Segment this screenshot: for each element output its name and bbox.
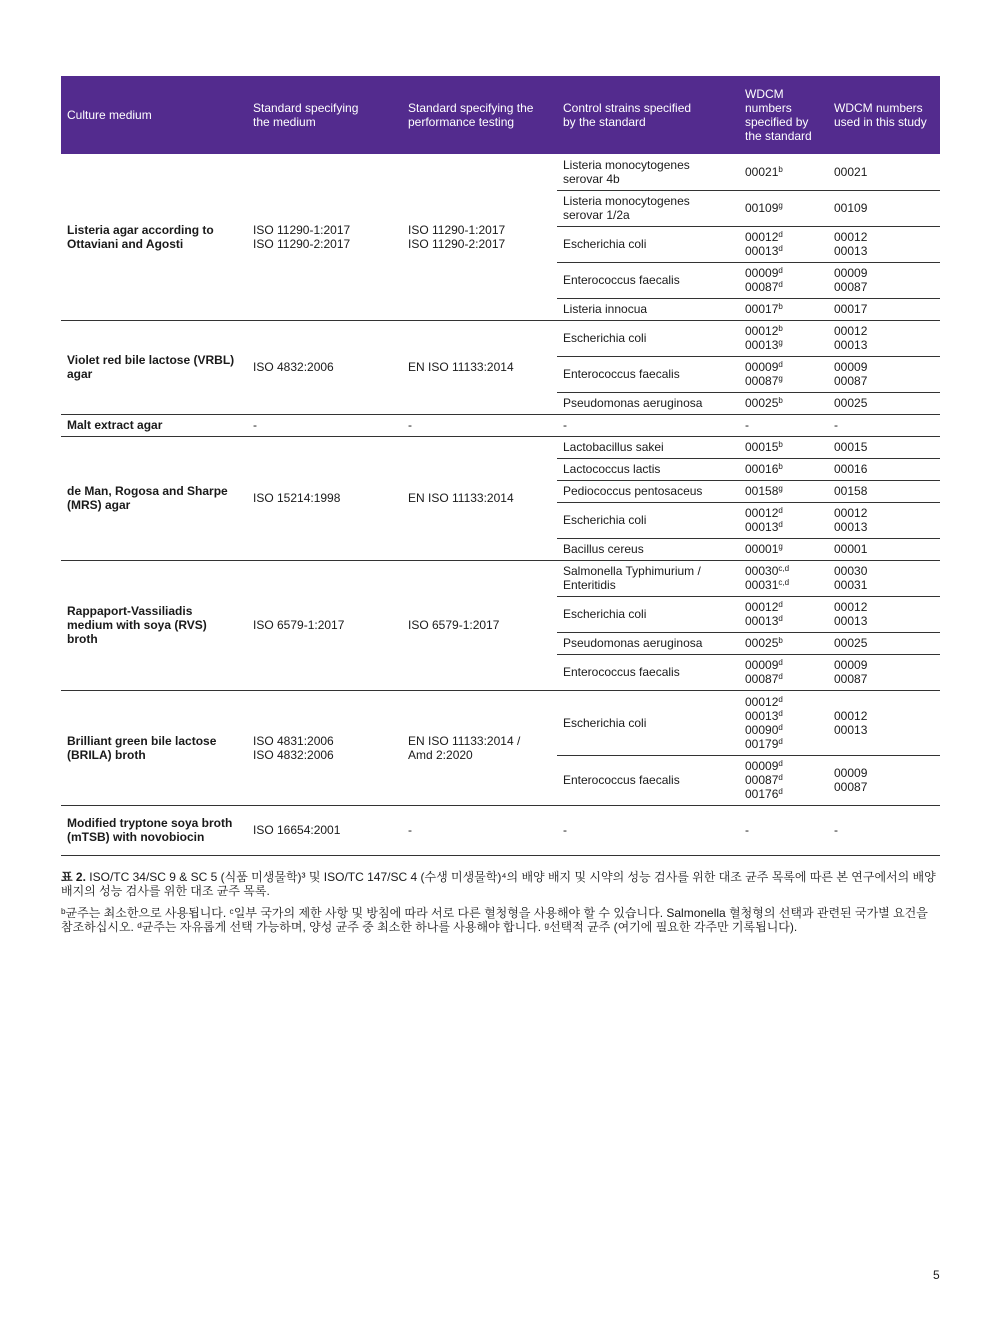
table-row (61, 414, 940, 436)
wdcm-specified-cell (739, 414, 828, 436)
footnote-marker: d (778, 520, 783, 529)
wdcm-used-cell: 00025 (828, 632, 940, 654)
wdcm-number-value: 00158 (745, 484, 779, 498)
footnote-marker: b (778, 636, 783, 645)
footnote-marker: d (778, 600, 783, 609)
wdcm-used-cell: 00009 00087 (834, 766, 868, 794)
control-strain-cell: Salmonella Typhimurium / Enteritidis (557, 560, 739, 596)
wdcm-used-cell: - (828, 805, 940, 855)
footnote-marker: g (778, 374, 783, 383)
footnote-marker: b (778, 440, 783, 449)
wdcm-number-value: 00015 (745, 440, 779, 454)
standard-medium-cell: ISO 6579-1:2017 (247, 560, 402, 690)
table-body (61, 154, 940, 855)
wdcm-specified-cell (739, 298, 828, 320)
control-strains-table (61, 76, 940, 856)
wdcm-number-value: 00013 (745, 520, 779, 534)
standard-performance-cell: ISO 11290-1:2017 ISO 11290-2:2017 (408, 222, 506, 251)
culture-medium-cell: de Man, Rogosa and Sharpe (MRS) agar (61, 436, 247, 560)
wdcm-specified-cell (739, 560, 828, 596)
wdcm-number-value: 00013 (745, 614, 779, 628)
footnote-marker: b (778, 462, 783, 471)
control-strain-cell: - (557, 414, 739, 436)
wdcm-specified-cell (739, 226, 828, 262)
wdcm-number-value: - (745, 823, 749, 837)
wdcm-used-cell: 00009 00087 (828, 262, 940, 298)
footnote-marker: d (778, 658, 783, 667)
control-strain-cell: Lactococcus lactis (557, 458, 739, 480)
wdcm-number-value: 00012 (745, 600, 779, 614)
wdcm-number (745, 600, 822, 614)
standard-medium-cell: ISO 4831:2006 ISO 4832:2006 (247, 690, 402, 805)
culture-medium-cell: Modified tryptone soya broth (mTSB) with novobiocin (61, 805, 247, 855)
footnote-marker: d (778, 506, 783, 515)
control-strain-cell: Escherichia coli (557, 596, 739, 632)
wdcm-number-value: 00009 (745, 759, 779, 773)
wdcm-number-value: 00013 (745, 244, 779, 258)
wdcm-number (745, 280, 822, 294)
wdcm-number (745, 324, 822, 338)
wdcm-used-cell: 00015 (828, 436, 940, 458)
wdcm-number-value: 00012 (745, 694, 779, 709)
wdcm-used-cell: 00012 00013 (828, 226, 940, 262)
standard-medium-cell: ISO 16654:2001 (247, 805, 402, 855)
wdcm-used-cell: 00009 00087 (828, 356, 940, 392)
wdcm-number (745, 787, 822, 801)
footnote-marker: b (778, 396, 783, 405)
wdcm-number (745, 266, 822, 280)
footnote-marker: d (778, 694, 783, 704)
culture-medium-cell: Malt extract agar (61, 414, 247, 436)
wdcm-number (745, 542, 822, 556)
wdcm-specified-cell (739, 502, 828, 538)
footnote-marker: c,d (778, 564, 790, 573)
wdcm-number (745, 418, 822, 432)
wdcm-number-value: 00030 (745, 564, 779, 578)
wdcm-number-value: 00009 (745, 266, 779, 280)
footnote-marker: b (778, 302, 783, 311)
wdcm-number (745, 374, 822, 388)
wdcm-used-cell: 00109 (828, 190, 940, 226)
wdcm-number-value: 00090 (745, 722, 779, 737)
wdcm-number-value: 00179 (745, 736, 779, 751)
standard-performance-cell: EN ISO 11133:2014 (402, 320, 557, 414)
wdcm-number-value: 00087 (745, 672, 779, 686)
control-strain-cell: Enterococcus faecalis (563, 773, 680, 787)
header-wdcm-specified: WDCM numbers specified by the standard (739, 76, 828, 154)
wdcm-number (745, 723, 822, 737)
wdcm-number (745, 773, 822, 787)
wdcm-number-value: 00012 (745, 506, 779, 520)
standard-performance-cell: - (402, 805, 557, 855)
footnote-marker: d (778, 722, 783, 732)
footnote-marker: g (778, 201, 783, 210)
table-row (61, 436, 940, 458)
wdcm-specified-cell (739, 632, 828, 654)
wdcm-specified-cell (739, 755, 828, 805)
footnote-marker: d (778, 736, 783, 746)
wdcm-number-value: 00012 (745, 324, 779, 338)
wdcm-number (745, 578, 822, 592)
header-standard-medium: Standard specifying the medium (247, 76, 402, 154)
culture-medium-cell: Rappaport-Vassiliadis medium with soya (RVS) broth (61, 560, 247, 690)
footnote-marker: d (778, 773, 783, 782)
wdcm-number (745, 201, 822, 215)
wdcm-number (745, 462, 822, 476)
footnote-marker: d (778, 759, 783, 768)
standard-performance-cell: EN ISO 11133:2014 / Amd 2:2020 (402, 690, 557, 805)
footnote-marker: g (778, 542, 783, 551)
wdcm-number (745, 440, 822, 454)
wdcm-number-value: 00025 (745, 636, 779, 650)
wdcm-used-cell: 00001 (834, 542, 868, 556)
wdcm-number-value: 00087 (745, 280, 779, 294)
control-strain-cell: Pseudomonas aeruginosa (557, 632, 739, 654)
wdcm-specified-cell (739, 356, 828, 392)
wdcm-specified-cell (739, 262, 828, 298)
culture-medium-cell: Violet red bile lactose (VRBL) agar (61, 320, 247, 414)
wdcm-specified-cell (739, 320, 828, 356)
wdcm-specified-cell (739, 538, 828, 560)
control-strain-cell: Listeria monocytogenes serovar 4b (557, 154, 739, 190)
control-strain-cell: - (557, 805, 739, 855)
wdcm-number-value: - (745, 418, 749, 432)
wdcm-number-value: 00087 (745, 374, 779, 388)
footnote-marker: c,d (778, 578, 790, 587)
culture-medium-cell: Listeria agar according to Ottaviani and Agosti (67, 222, 214, 251)
wdcm-number (745, 165, 822, 179)
wdcm-used-cell: 00021 (828, 154, 940, 190)
wdcm-number-value: 00013 (745, 338, 779, 352)
wdcm-number (745, 759, 822, 773)
control-strain-cell: Bacillus cereus (563, 542, 644, 556)
wdcm-used-cell: 00012 00013 (828, 596, 940, 632)
wdcm-used-cell: - (828, 414, 940, 436)
wdcm-specified-cell (739, 154, 828, 190)
wdcm-specified-cell (739, 805, 828, 855)
standard-medium-cell: ISO 4832:2006 (247, 320, 402, 414)
wdcm-number-value: 00017 (745, 302, 779, 316)
footnote-marker: d (778, 244, 783, 253)
standard-performance-cell: ISO 6579-1:2017 (402, 560, 557, 690)
control-strain-cell: Enterococcus faecalis (557, 356, 739, 392)
wdcm-number (745, 823, 822, 837)
wdcm-used-cell: 00016 (828, 458, 940, 480)
wdcm-number-value: 00009 (745, 360, 779, 374)
header-wdcm-used: WDCM numbers used in this study (828, 76, 940, 154)
wdcm-number-value: 00016 (745, 462, 779, 476)
wdcm-specified-cell (739, 596, 828, 632)
standard-medium-cell: - (247, 414, 402, 436)
wdcm-number (745, 614, 822, 628)
wdcm-number-value: 00013 (745, 708, 779, 723)
table-row (61, 154, 940, 190)
wdcm-used-cell: 00009 00087 (834, 658, 868, 686)
wdcm-used-cell: 00012 00013 (828, 690, 940, 755)
caption-label: 표 2. (61, 870, 86, 884)
footnote-marker: d (778, 360, 783, 369)
standard-medium-cell: ISO 15214:1998 (247, 436, 402, 560)
caption-main (61, 870, 940, 898)
header-culture-medium: Culture medium (61, 76, 247, 154)
footnote-marker: d (778, 708, 783, 718)
wdcm-number (745, 695, 822, 709)
wdcm-number-value: 00176 (745, 787, 779, 801)
control-strain-cell: Enterococcus faecalis (557, 262, 739, 298)
table-header (61, 76, 940, 154)
wdcm-number (745, 230, 822, 244)
table-row (61, 560, 940, 596)
wdcm-number (745, 636, 822, 650)
wdcm-specified-cell (739, 436, 828, 458)
wdcm-number-value: 00025 (745, 396, 779, 410)
wdcm-number (745, 658, 822, 672)
table-caption (61, 870, 940, 942)
wdcm-specified-cell (739, 458, 828, 480)
footnote-marker: g (778, 338, 783, 347)
wdcm-number (745, 338, 822, 352)
wdcm-used-cell: 00017 (834, 302, 868, 316)
wdcm-used-cell: 00030 00031 (828, 560, 940, 596)
wdcm-number (745, 244, 822, 258)
wdcm-number (745, 709, 822, 723)
page-number: 5 (933, 1268, 940, 1282)
table-row (61, 690, 940, 755)
wdcm-used-cell: 00012 00013 (828, 320, 940, 356)
wdcm-number (745, 672, 822, 686)
wdcm-number (745, 302, 822, 316)
wdcm-number (745, 737, 822, 751)
wdcm-specified-cell (739, 480, 828, 502)
wdcm-specified-cell (739, 654, 828, 690)
standard-performance-cell: EN ISO 11133:2014 (402, 436, 557, 560)
control-strain-cell: Enterococcus faecalis (563, 665, 680, 679)
table-row (61, 805, 940, 855)
wdcm-specified-cell (739, 690, 828, 755)
culture-medium-cell: Brilliant green bile lactose (BRILA) broth (61, 690, 247, 805)
wdcm-used-cell: 00025 (834, 396, 868, 410)
wdcm-number (745, 520, 822, 534)
wdcm-specified-cell (739, 190, 828, 226)
footnote-marker: b (778, 164, 783, 174)
control-strain-cell: Listeria monocytogenes serovar 1/2a (557, 190, 739, 226)
wdcm-number-value: 00021 (745, 164, 779, 179)
table-container (61, 76, 940, 856)
footnote-marker: d (778, 787, 783, 796)
caption-footnotes: ᵇ균주는 최소한으로 사용됩니다. ᶜ일부 국가의 제한 사항 및 방침에 따라 서로 다른 혈청형을 사용해야 할 수 있습니다. Salmonella 혈청형의 선택과 관련된 국가별 요건을 참조하십시오. ᵈ균주는 자유롭게 선택 가능하며, 양성 균주 중 최소한 하나를 사용해야 합니다. ᵍ선택적 균주 (여기에 필요한 각주만 기록됩니다). (61, 906, 928, 934)
footnote-marker: d (778, 230, 783, 239)
wdcm-number-value: 00012 (745, 230, 779, 244)
standard-performance-cell: - (402, 414, 557, 436)
wdcm-number-value: 00087 (745, 773, 779, 787)
wdcm-specified-cell (739, 392, 828, 414)
wdcm-number (745, 396, 822, 410)
caption-text: ISO/TC 34/SC 9 & SC 5 (식품 미생물학)³ 및 ISO/TC 147/SC 4 (수생 미생물학)⁴의 배양 배지 및 시약의 성능 검사를 위한 대조 균주 목록에 따른 본 연구에서의 배양 배지의 성능 검사를 위한 대조 균주 목록. (61, 870, 936, 898)
control-strain-cell: Escherichia coli (557, 226, 739, 262)
wdcm-number (745, 506, 822, 520)
table-row (61, 320, 940, 356)
header-control-strains: Control strains specified by the standard (557, 76, 739, 154)
wdcm-number-value: 00031 (745, 578, 779, 592)
control-strain-cell: Escherichia coli (557, 502, 739, 538)
wdcm-used-cell: 00158 (828, 480, 940, 502)
footnote-marker: g (778, 484, 783, 493)
footnote-marker: d (778, 614, 783, 623)
standard-medium-cell: ISO 11290-1:2017 ISO 11290-2:2017 (253, 222, 351, 251)
wdcm-number (745, 564, 822, 578)
wdcm-number (745, 484, 822, 498)
wdcm-number-value: 00009 (745, 658, 779, 672)
header-standard-performance: Standard specifying the performance testing (402, 76, 557, 154)
control-strain-cell: Lactobacillus sakei (557, 436, 739, 458)
control-strain-cell: Escherichia coli (557, 320, 739, 356)
footnote-marker: d (778, 672, 783, 681)
control-strain-cell: Pseudomonas aeruginosa (563, 396, 703, 410)
wdcm-number (745, 360, 822, 374)
footnote-marker: b (778, 324, 783, 333)
control-strain-cell: Escherichia coli (557, 690, 739, 755)
wdcm-number-value: 00109 (745, 201, 779, 215)
footnote-marker: d (778, 280, 783, 289)
wdcm-used-cell: 00012 00013 (828, 502, 940, 538)
footnote-marker: d (778, 266, 783, 275)
control-strain-cell: Pediococcus pentosaceus (557, 480, 739, 502)
wdcm-number-value: 00001 (745, 542, 779, 556)
control-strain-cell: Listeria innocua (563, 302, 648, 316)
